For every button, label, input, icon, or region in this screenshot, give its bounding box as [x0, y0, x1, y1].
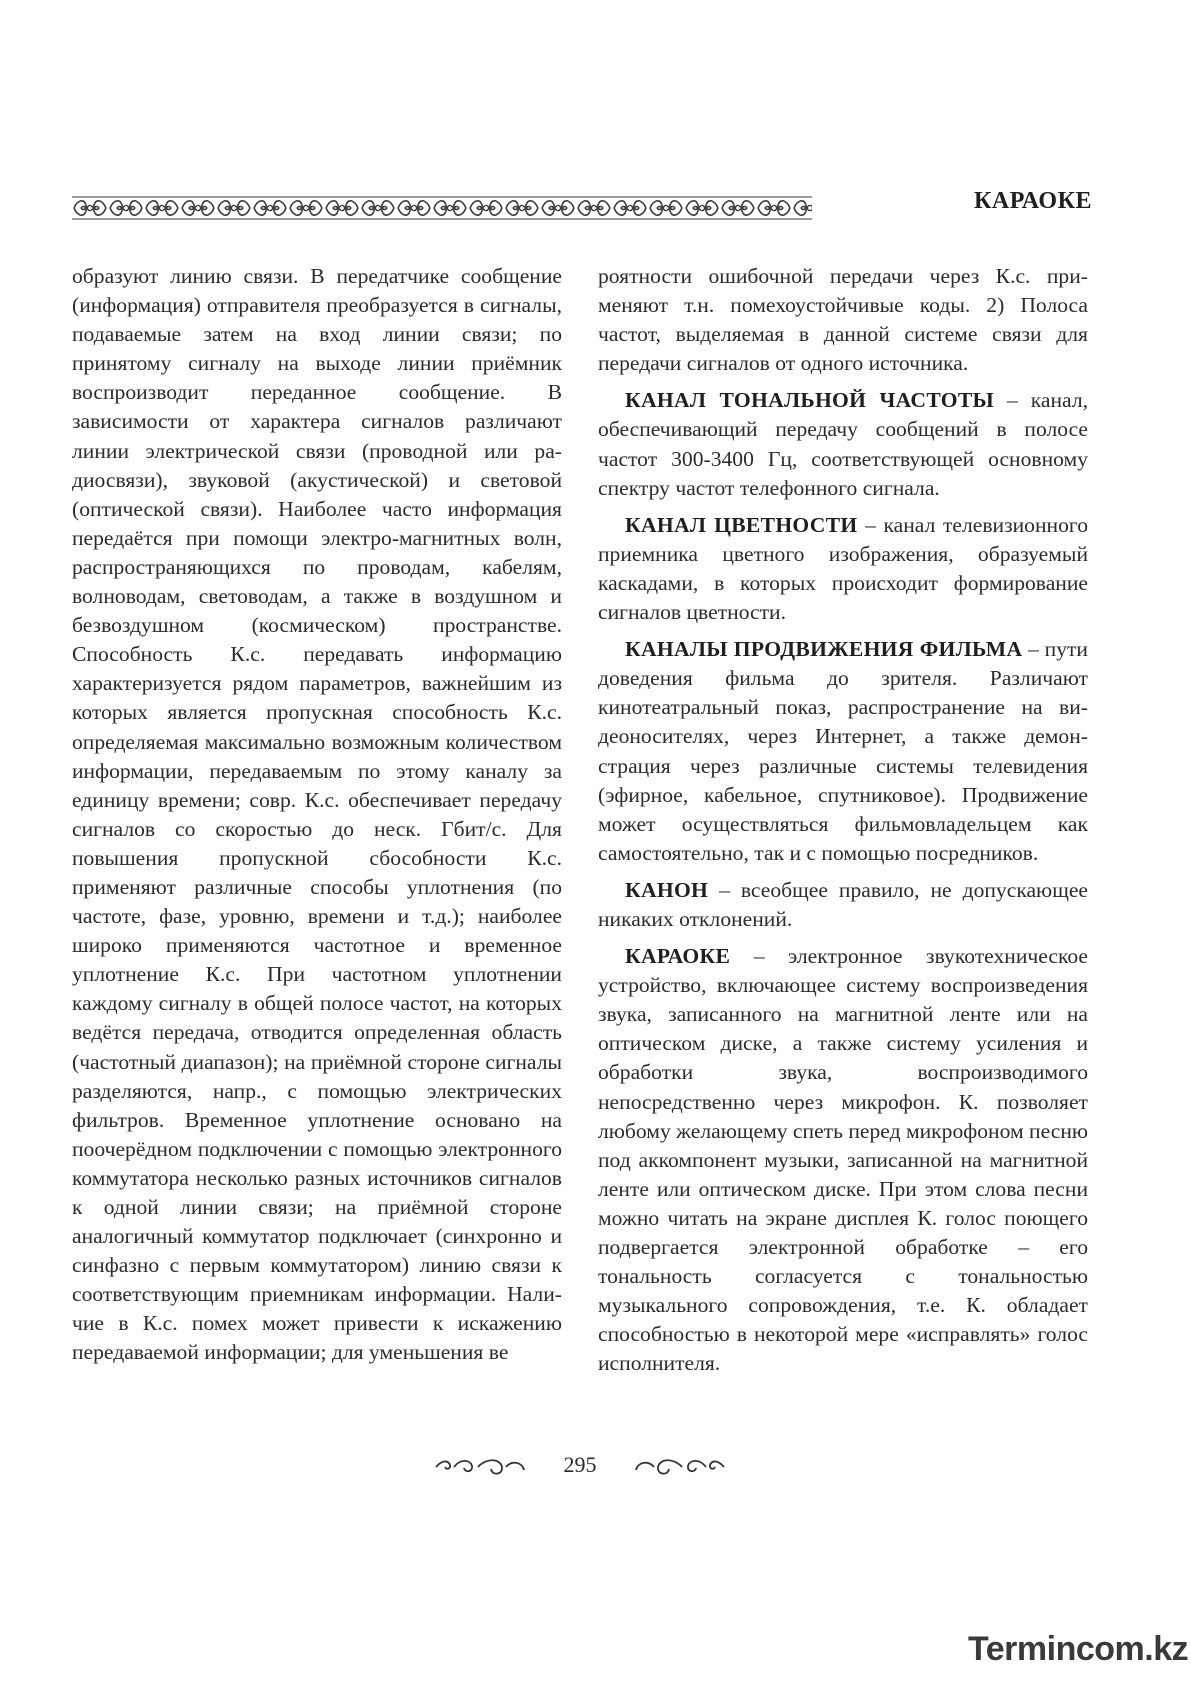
entry-definition: – канал телевизионного приемника цветного изображения, образуемый каскадами, в которых происходит формирование сигналов цветности.: [598, 512, 1088, 625]
entry-term: КАНАЛЫ ПРОДВИЖЕНИЯ ФИЛЬМА: [625, 637, 1023, 662]
right-column: [598, 262, 1088, 1378]
left-column-paragraph: образуют линию связи. В передатчике сообщение (информация) отправителя преобразуется в сигналы, подаваемые затем на вход линии связи; по принятому сигналу на выходе линии приёмник воспроизводит переданное сообщение. В зависимости от характера сигналов различают линии электрической связи (проводной или радиосвязи), звуковой (акустической) и световой (оптической связи). Наиболее часто информация передаётся при помощи электро-магнитных волн, распространяющихся по проводам, кабелям, волноводам, световодам, а также в воздушном и безвоздушном (космическом) пространстве. Способность К.с. передавать информацию характеризуется рядом параметров, важнейшим из которых является пропускная способность К.с. определяемая максимально возможным количеством информации, передаваемым по этому каналу за единицу времени; совр. К.с. обеспечивает передачу сигналов со скоростью до неск. Гбит/с. Для повышения пропускной сбособности К.с. применяют различные способы уплотнения (по частоте, фазе, уровню, времени и т.д.); наиболее широко применяются частотное и временное уплотнение К.с. При частотном уплотнении каждому сигналу в общей полосе частот, на которых ведётся передача, отводится определенная область (частотный диапазон); на приёмной стороне сигналы разделяются, напр., с помощью электрических фильтров. Временное уплотнение основано на поочерёдном подключении с помощью электронного коммутатора несколько разных источников сигналов к одной линии связи; на приёмной стороне аналогичный коммутатор подключает (синхронно и синфазно с первым коммутатором) линию связи к соответствующим приемникам информации. Наличие в К.с. помех может привести к искажению передаваемой информации; для уменьшения ве: [72, 264, 562, 1365]
page-number: 295: [563, 1452, 597, 1477]
header-ornament-border: [72, 195, 812, 221]
continuation-paragraph: роятности ошибочной передачи через К.с. применяют т.н. помехоустойчивые коды. 2) Полоса частот, выделяемая в данной системе связи для передачи сигналов от одного источника.: [598, 264, 1088, 376]
entry-kanon: [598, 876, 1088, 934]
entry-term: КАНАЛ ТОНАЛЬНОЙ ЧАСТОТЫ: [625, 388, 995, 413]
entry-term: КАРАОКЕ: [625, 944, 731, 969]
page-footer: [0, 1452, 1191, 1482]
entry-kanal-tonalnoy-chastoty: [598, 386, 1088, 502]
entry-karaoke: [598, 942, 1088, 1378]
footer-ornament-left: [432, 1456, 528, 1478]
entry-kanal-tsvetnosti: [598, 511, 1088, 627]
watermark-logo: Termincom.kz: [968, 1630, 1189, 1668]
running-head: КАРАОКЕ: [973, 188, 1092, 214]
entry-definition: – всеобщее правило, не допускающее никаких отклонений.: [598, 877, 1088, 931]
entry-definition: – канал, обеспечивающий передачу сообщений в полосе частот 300-3400 Гц, соответствующей основному спектру частот телефонного сигнала.: [598, 388, 1088, 500]
left-column: [72, 262, 562, 1368]
entry-term: КАНОН: [625, 877, 709, 902]
entry-term: КАНАЛ ЦВЕТНОСТИ: [625, 512, 858, 537]
entry-definition: – пути доведения фильма до зрителя. Различают кинотеатральный показ, распространение на видеоносителях, через Интернет, а также демонстрация через различные системы телевидения (эфирное, кабельное, спутниковое). Продвижение может осуществляться фильмовладельцем как самостоятельно, так и с помощью посредников.: [598, 637, 1088, 865]
footer-ornament-right: [632, 1456, 728, 1478]
entry-kanaly-prodvizheniya-filma: [598, 635, 1088, 868]
entry-definition: – электронное звукотехническое устройство, включающее систему воспроизведения звука, записанного на магнитной ленте или на оптическом диске, а также систему усиления и обработки звука, воспроизводимого непосредственно через микрофон. К. позволяет любому желающему спеть перед микрофоном песню под аккомпонент музыки, записанной на магнитной ленте или оптическом диске. При этом слова песни можно читать на экране дисплея К. голос поющего подвергается электронной обработке – его тональность согласуется с тональностью музыкального сопровождения, т.е. К. обладает способностью в некоторой мере «исправлять» голос исполнителя.: [598, 944, 1089, 1376]
